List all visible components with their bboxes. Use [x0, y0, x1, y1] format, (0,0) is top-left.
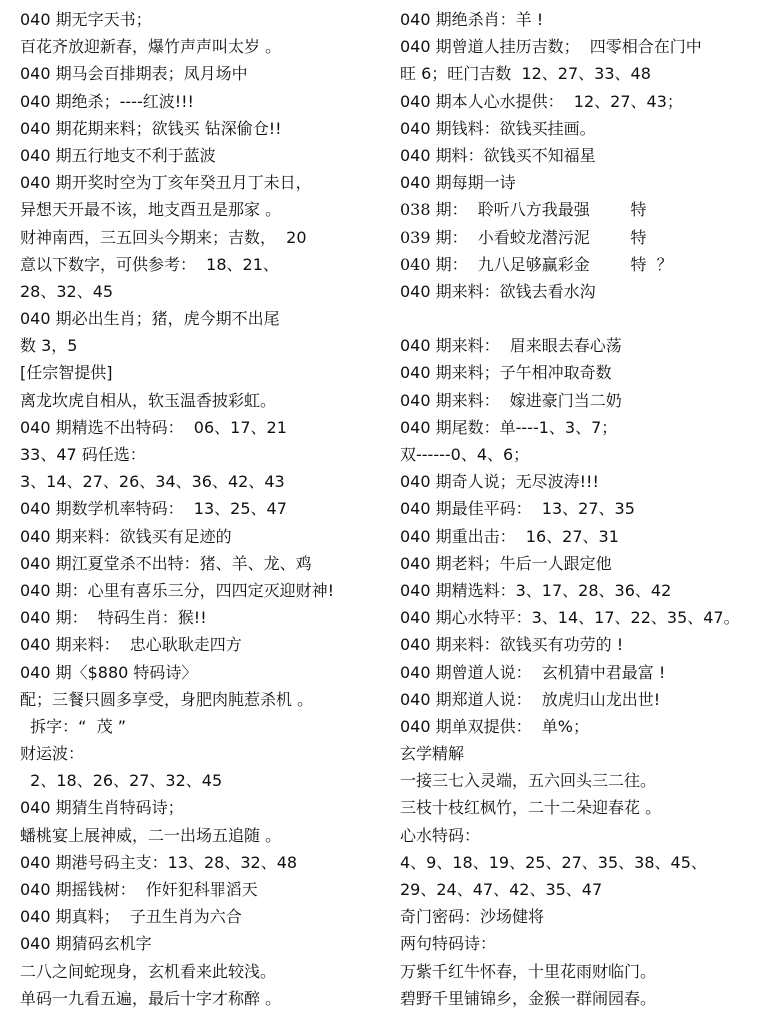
right-text-line: 040 期绝杀肖：羊 ! — [400, 10, 544, 29]
right-text-line: 040 期曾道人挂历吉数； 四零相合在门中 — [400, 37, 702, 57]
left-text-line: 单码一九看五遍，最后十字才称醉 。 — [20, 988, 282, 1008]
right-text-line: 040 期奇人说；无尽波涛!!! — [400, 472, 599, 492]
right-text-line: 040 期精选料：3、17、28、36、42 — [400, 580, 672, 600]
left-text-line: 拆字：“ 茂 ” — [20, 716, 127, 736]
left-text-line: 二八之间蛇现身，玄机看来此较浅。 — [20, 961, 277, 981]
left-text-line: 33、47 码任选： — [20, 445, 146, 464]
left-text-line: 2、18、26、27、32、45 — [20, 771, 223, 791]
left-text-line: 28、32、45 — [20, 281, 114, 301]
left-column — [20, 6, 392, 1012]
left-text-line: 040 期： 特码生肖：猴!! — [20, 608, 207, 628]
right-text-line: 040 期来料： 嫁进豪门当二奶 — [400, 390, 622, 410]
right-text-line: 040 期每期一诗 — [400, 173, 516, 193]
left-text-line: [任宗智提供] — [20, 363, 113, 383]
right-text-line: 040 期来料：欲钱买有功劳的 ! — [400, 635, 624, 655]
right-text-line: 双------0、4、6； — [400, 445, 530, 464]
right-text-line: 三枝十枝红枫竹，二十二朵迎春花 。 — [400, 798, 662, 818]
right-text-line: 心水特码： — [400, 825, 481, 845]
right-text-line: 040 期最佳平码： 13、27、35 — [400, 499, 635, 519]
right-text-line — [400, 305, 764, 332]
left-text-line: 040 期来料：欲钱买有足迹的 — [20, 526, 232, 546]
right-column — [400, 6, 764, 1012]
left-text-line: 040 期港号码主支：13、28、32、48 — [20, 852, 298, 872]
right-text-line: 040 期老料；牛后一人跟定他 — [400, 553, 612, 573]
right-text-line: 万紫千红牛怀春，十里花雨财临门。 — [400, 961, 657, 981]
left-text-line: 040 期〈$880 特码诗〉 — [20, 662, 198, 682]
right-text-line: 4、9、18、19、25、27、35、38、45、 — [400, 852, 707, 872]
right-text-line: 040 期来料：欲钱去看水沟 — [400, 281, 596, 301]
right-text-line: 040 期单双提供： 单%； — [400, 716, 590, 736]
right-text-line: 040 期料：欲钱买不知福星 — [400, 145, 596, 165]
left-text-line: 040 期江夏堂杀不出特：猪、羊、龙、鸡 — [20, 553, 312, 573]
left-text-line: 040 期摇钱树： 作奸犯科罪滔天 — [20, 880, 258, 899]
right-text-line: 旺 6；旺门吉数 12、27、33、48 — [400, 64, 651, 84]
right-text-line: 040 期郑道人说： 放虎归山龙出世! — [400, 689, 661, 709]
right-text-line: 玄学精解 — [400, 744, 465, 764]
right-text-line: 038 期： 聆听八方我最强 特 — [400, 200, 647, 220]
right-text-line: 040 期曾道人说： 玄机猜中君最富 ! — [400, 662, 666, 682]
left-text-line: 040 期花期来料；欲钱买 钻深偷仓!! — [20, 118, 282, 138]
right-text-line: 奇门密码：沙场健将 — [400, 907, 545, 927]
left-text-line: 040 期数学机率特码： 13、25、47 — [20, 499, 287, 519]
left-text-line: 040 期马会百排期表；凤月场中 — [20, 64, 248, 84]
right-text-line: 040 期： 九八足够赢彩金 特 ？ — [400, 254, 673, 274]
left-text-line: 040 期：心里有喜乐三分，四四定灭迎财神! — [20, 580, 335, 600]
left-text-line: 040 期绝杀；----红波!!! — [20, 91, 194, 111]
right-text-line: 碧野千里铺锦乡，金猴一群闹园春。 — [400, 988, 657, 1008]
left-text-line: 040 期来料： 忠心耿耿走四方 — [20, 635, 242, 655]
right-text-line: 040 期来料；子午相冲取奇数 — [400, 363, 612, 383]
right-text-line: 040 期本人心水提供： 12、27、43； — [400, 91, 683, 111]
right-text-line: 两句特码诗： — [400, 934, 497, 954]
left-text-line: 040 期猜码玄机字 — [20, 934, 152, 954]
right-text-line: 040 期来料： 眉来眼去春心荡 — [400, 336, 622, 356]
left-text-line: 040 期五行地支不利于蓝波 — [20, 145, 216, 165]
left-text-line: 蟠桃宴上展神威，二一出场五追随 。 — [20, 825, 282, 845]
left-text-line: 财神南西，三五回头今期来；吉数， 20 — [20, 227, 307, 247]
left-text-line: 040 期必出生肖；猪，虎今期不出尾 — [20, 309, 280, 329]
left-text-line: 040 期无字天书； — [20, 10, 152, 29]
right-text-line: 040 期心水特平：3、14、17、22、35、47。 — [400, 608, 740, 628]
left-text-line: 3、14、27、26、34、36、42、43 — [20, 472, 285, 492]
left-text-line: 040 期精选不出特码： 06、17、21 — [20, 417, 287, 437]
right-text-line: 29、24、47、42、35、47 — [400, 880, 603, 899]
right-text-line: 040 期尾数：单----1、3、7； — [400, 417, 618, 437]
left-text-line: 配；三餐只圆多享受，身肥肉肫惹杀机 。 — [20, 689, 314, 709]
left-text-line: 异想天开最不该，地支酉丑是那家 。 — [20, 200, 282, 220]
left-text-line: 040 期开奖时空为丁亥年癸丑月丁未日， — [20, 173, 312, 193]
left-text-line: 离龙坎虎自相从，软玉温香披彩虹。 — [20, 390, 277, 410]
left-text-line: 040 期真料； 子丑生肖为六合 — [20, 907, 242, 927]
left-text-line: 040 期猜生肖特码诗； — [20, 798, 184, 818]
left-text-line: 百花齐放迎新春，爆竹声声叫太岁 。 — [20, 37, 282, 57]
right-text-line: 040 期钱料：欲钱买挂画。 — [400, 118, 596, 138]
left-text-line: 意以下数字，可供参考： 18、21、 — [20, 254, 279, 274]
right-text-line: 一接三七入灵端，五六回头三二往。 — [400, 771, 657, 791]
right-text-line: 040 期重出击： 16、27、31 — [400, 526, 619, 546]
left-text-line: 数 3，5 — [20, 336, 78, 356]
right-text-line: 039 期： 小看蛟龙潜污泥 特 — [400, 227, 647, 247]
left-text-line: 财运波： — [20, 744, 85, 764]
